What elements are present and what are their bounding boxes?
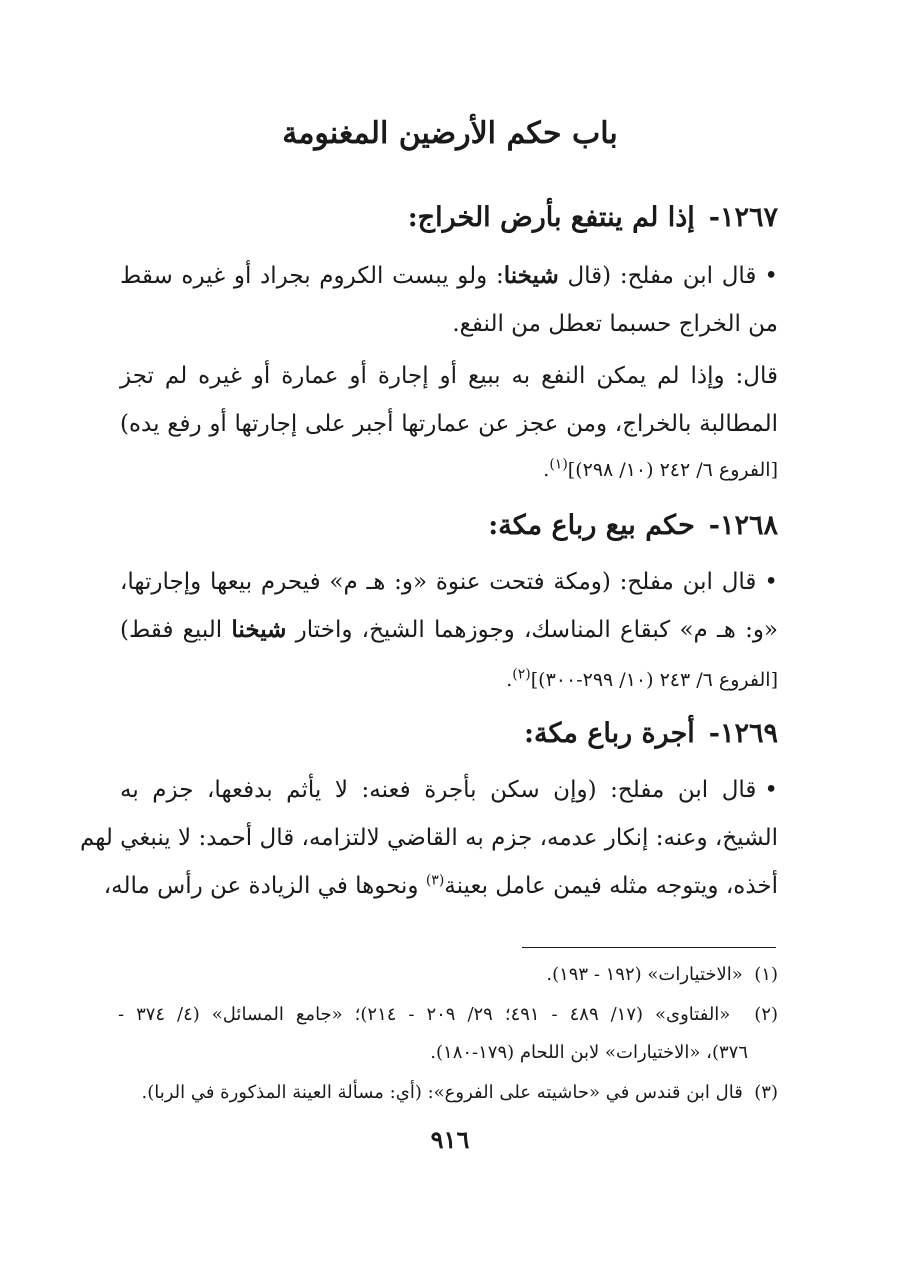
source-reference: [الفروع ٦/ ٢٤٢ (١٠/ ٢٩٨)]$^{(١)}$. bbox=[543, 456, 778, 481]
text-line: •قال ابن مفلح: (ومكة فتحت عنوة «و: هـ م» فيحرم بيعها وإجارتها، bbox=[120, 569, 778, 595]
section-title: أجرة رباع مكة: bbox=[524, 718, 695, 749]
source-reference: [الفروع ٦/ ٢٤٣ (١٠/ ٢٩٩-٣٠٠)]$^{(٢)}$. bbox=[506, 666, 778, 691]
chapter-title: باب حكم الأرضين المغنومة bbox=[282, 116, 618, 151]
section-number: ١٢٦٧- bbox=[708, 202, 778, 233]
text-line: أخذه، ويتوجه مثله فيمن عامل بعينة$^{(٣)}$ ونحوها في الزيادة عن رأس ماله، bbox=[103, 872, 778, 899]
text-line: «و: هـ م» كبقاع المناسك، وجوزهما الشيخ، واختار شيخنا البيع فقط) bbox=[120, 616, 779, 643]
footnote-number: (١) bbox=[754, 964, 778, 985]
text-line: من الخراج حسبما تعطل من النفع. bbox=[452, 311, 778, 337]
section-title: حكم بيع رباع مكة: bbox=[488, 510, 695, 541]
text-line: المطالبة بالخراج، ومن عجز عن عمارتها أجبر على إجارتها أو رفع يده) bbox=[120, 411, 778, 437]
text-line: •قال ابن مفلح: (قال شيخنا: ولو يبست الكروم بجراد أو غيره سقط bbox=[120, 262, 778, 289]
bold-term: شيخنا bbox=[503, 262, 559, 289]
footnote-number: (٢) bbox=[754, 1004, 779, 1025]
footnote-separator bbox=[522, 947, 776, 948]
section-number: ١٢٦٩- bbox=[708, 718, 778, 749]
section-heading-1268 bbox=[118, 506, 778, 546]
bold-term: شيخنا bbox=[231, 616, 287, 643]
bullet-icon: • bbox=[764, 569, 778, 595]
footnote-marker: (٢) bbox=[512, 666, 531, 683]
footnote-2-continuation: ٣٧٦)، «الاختيارات» لابن اللحام (١٧٩-١٨٠). bbox=[430, 1042, 748, 1063]
footnote-number: (٣) bbox=[754, 1082, 778, 1103]
footnote-marker: (٣) bbox=[425, 872, 445, 889]
footnote-1: (١) «الاختيارات» (١٩٢ - ١٩٣). bbox=[546, 964, 778, 985]
section-heading-1267 bbox=[118, 198, 778, 238]
text-line: الشيخ، وعنه: إنكار عدمه، جزم به القاضي لالتزامه، قال أحمد: لا ينبغي لهم bbox=[79, 825, 778, 851]
bullet-icon: • bbox=[764, 263, 778, 289]
footnote-marker: (١) bbox=[549, 456, 568, 473]
section-number: ١٢٦٨- bbox=[708, 510, 778, 541]
text-line: قال: وإذا لم يمكن النفع به ببيع أو إجارة أو عمارة أو غيره لم تجز bbox=[120, 363, 778, 389]
footnote-2: (٢) «الفتاوى» (١٧/ ٤٨٩ - ٤٩١؛ ٢٩/ ٢٠٩ - ٢١٤)؛ «جامع المسائل» (٤/ ٣٧٤ - bbox=[118, 1004, 779, 1025]
page-number: ٩١٦ bbox=[430, 1125, 470, 1154]
bullet-icon: • bbox=[764, 777, 778, 803]
footnote-3: (٣) قال ابن قندس في «حاشيته على الفروع»: (أي: مسألة العينة المذكورة في الربا). bbox=[141, 1082, 778, 1103]
section-title: إذا لم ينتفع بأرض الخراج: bbox=[407, 202, 695, 233]
section-heading-1269 bbox=[118, 714, 778, 754]
text-line: •قال ابن مفلح: (وإن سكن بأجرة فعنه: لا يأثم بدفعها، جزم به bbox=[120, 777, 778, 803]
